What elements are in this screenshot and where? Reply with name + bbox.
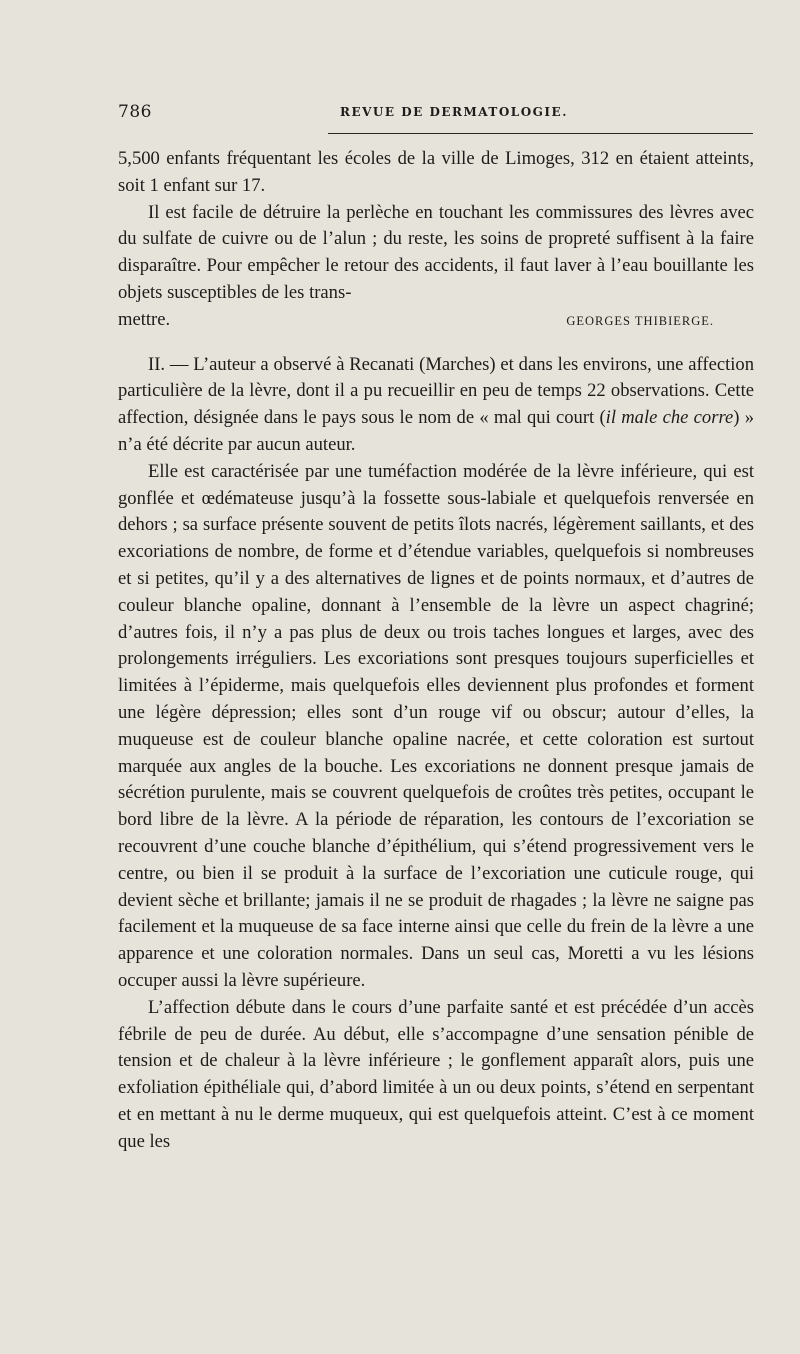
- page-number: 786: [118, 102, 152, 122]
- header-rule: [328, 133, 753, 134]
- paragraph: [118, 352, 754, 459]
- paragraph-last-word: mettre.: [118, 308, 171, 330]
- italian-term: il male che corre: [605, 407, 734, 429]
- paragraph-text: Il est facile de détruire la perlèche en touchant les commissures des lèvres avec du sulfate de cuivre ou de l’alun ; du reste, les soins de propreté suffisent à la faire disparaître. Pour empêcher le retour des accidents, il faut laver à l’eau bouillante les objets susceptibles de les trans-: [118, 201, 754, 303]
- running-title: REVUE DE DERMATOLOGIE.: [340, 105, 568, 119]
- paragraph: 5,500 enfants fréquentant les écoles de la ville de Limoges, 312 en étaient atteints, soit 1 enfant sur 17.: [118, 148, 754, 196]
- paragraph: [118, 200, 754, 307]
- signature-line: [118, 307, 754, 335]
- paragraph-text: II. — L’auteur a observé à Recanati (Marches) et dans les environs, une affection particulière de la lèvre, dont il a pu recueillir en peu de temps 22 observations. Cette affection, désignée dans le pays sous le nom de « mal qui court (: [118, 353, 754, 429]
- paragraph: L’affection débute dans le cours d’une parfaite santé et est précédée d’un accès fébrile de peu de durée. Au début, elle s’accompagne d’une sensation pénible de tension et de chaleur à la lèvre inférieure ; le gonflement apparaît alors, puis une exfoliation épithéliale qui, d’abord limitée à un ou deux points, s’étend en serpentant et en mettant à nu le derme muqueux, qui est quelquefois atteint. C’est à ce moment que les: [118, 996, 754, 1152]
- paragraph: Elle est caractérisée par une tuméfaction modérée de la lèvre inférieure, qui est gonflée et œdémateuse jusqu’à la fossette sous-labiale et quelquefois renversée en dehors ; sa surface présente souvent de petits îlots nacrés, légèrement saillants, et des excoriations de nombre, de forme et d’étendue variables, quelquefois si nombreuses et si petites, qu’il y a des alternatives de lignes et de points normaux, et d’autres de couleur blanche opaline, donnant à l’ensemble de la lèvre un aspect chagriné; d’autres fois, il n’y a pas plus de deux ou trois taches longues et larges, avec des prolongements irréguliers. Les excoriations sont presques toujours superficielles et limitées à l’épiderme, mais quelquefois elles deviennent plus profondes et forment une légère dépression; elles sont d’un rouge vif ou obscur; autour d’elles, la muqueuse est de couleur blanche opaline nacrée, et cette coloration est surtout marquée aux angles de la bouche. Les excoriations ne donnent presque jamais de sécrétion purulente, mais se couvrent quelquefois de croûtes très petites, occupant le bord libre de la lèvre. A la période de réparation, les contours de l’excoriation se recouvrent d’une couche blanche d’épithélium, qui s’étend progressivement vers le centre, ou bien il se produit à la surface de l’excoriation une cuticule rouge, qui devient sèche et brillante; jamais il ne se produit de rhagades ; la lèvre ne saigne pas facilement et la muqueuse de sa face interne ainsi que celle du frein de la lèvre a une apparence et une coloration normales. Dans un seul cas, Moretti a vu les lésions occuper aussi la lèvre supérieure.: [118, 460, 754, 991]
- author-signature: GEORGES THIBIERGE.: [566, 313, 714, 328]
- body-text: [118, 146, 754, 1155]
- section-gap: [118, 335, 754, 352]
- paragraph-text: ) » n’a été décrite par aucun auteur.: [118, 407, 755, 455]
- page-header: [118, 102, 754, 126]
